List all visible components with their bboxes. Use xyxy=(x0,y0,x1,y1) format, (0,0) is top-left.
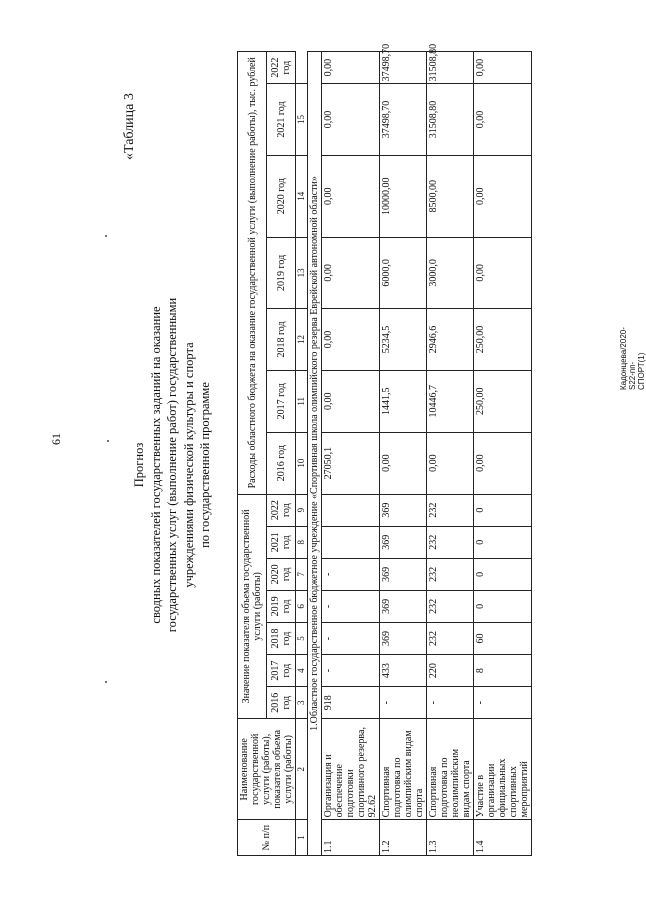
title-line: учреждениями физической культуры и спорта xyxy=(181,342,196,588)
cost-value: 8500,00 xyxy=(427,155,474,237)
volume-year-header: 2017 год xyxy=(267,655,296,687)
volume-value: 232 xyxy=(427,494,474,526)
cost-value: 0,00 xyxy=(474,52,532,84)
volume-value: 60 xyxy=(474,622,532,654)
service-name: Спортивная подготовка по олимпийским видам спорта xyxy=(380,719,427,820)
cost-value: 1441,5 xyxy=(380,370,427,432)
volume-value: 8 xyxy=(474,655,532,687)
volume-year-header: 2016 год xyxy=(267,687,296,719)
service-name: Спортивная подготовка по неолимпийским видам спорта xyxy=(427,719,474,820)
cost-value: 3000,0 xyxy=(427,237,474,308)
cost-value: 37498,70 xyxy=(380,52,427,84)
cost-value: 0,00 xyxy=(474,155,532,237)
volume-value: - xyxy=(380,687,427,719)
column-index: 15 xyxy=(296,84,308,155)
cost-year-header: 2018 год xyxy=(267,309,296,371)
volume-value: 232 xyxy=(427,526,474,558)
group-row xyxy=(308,52,322,856)
title-line: Прогноз xyxy=(132,442,146,488)
document-title xyxy=(131,70,214,860)
column-index: 3 xyxy=(296,687,308,719)
scan-speck xyxy=(105,681,107,683)
volume-value: - xyxy=(322,655,380,687)
volume-year-header: 2020 год xyxy=(267,558,296,590)
column-index: 11 xyxy=(296,370,308,432)
forecast-table xyxy=(237,43,532,856)
forecast-table-container xyxy=(237,43,532,856)
cost-value: 10446,7 xyxy=(427,370,474,432)
volume-value: - xyxy=(322,590,380,622)
cost-value: 0,00 xyxy=(322,237,380,308)
volume-value: - xyxy=(474,687,532,719)
cost-value: 2946,6 xyxy=(427,309,474,371)
volume-year-header: 2018 год xyxy=(267,622,296,654)
volume-value xyxy=(322,526,380,558)
table-row xyxy=(427,52,474,856)
table-row xyxy=(380,52,427,856)
cost-year-header: 2019 год xyxy=(267,237,296,308)
cost-value: 0,00 xyxy=(474,432,532,494)
cost-value: 0,00 xyxy=(380,432,427,494)
volume-year-header: 2019 год xyxy=(267,590,296,622)
table-row xyxy=(474,52,532,856)
header-cost-group: Расходы областного бюджета на оказание государственной услуги (выполнение работы), тыс. рублей xyxy=(238,52,267,495)
row-number: 1.2 xyxy=(380,820,427,856)
title-line: сводных показателей государственных заданий на оказание xyxy=(148,306,163,624)
column-index: 6 xyxy=(296,590,308,622)
volume-value: 369 xyxy=(380,590,427,622)
cost-value: 0,00 xyxy=(322,84,380,155)
service-name: Участие в организации официальных спортивных мероприятий xyxy=(474,719,532,820)
cost-year-header: 2022 год xyxy=(267,52,296,84)
volume-value: 369 xyxy=(380,622,427,654)
cost-value: 31508,80 xyxy=(427,52,474,84)
cost-value: 37498,70 xyxy=(380,84,427,155)
header-row xyxy=(238,52,267,856)
cost-value: 6000,0 xyxy=(380,237,427,308)
cost-value: 0,00 xyxy=(322,370,380,432)
table-body xyxy=(308,43,532,856)
index-row xyxy=(296,52,308,856)
volume-value: 0 xyxy=(474,590,532,622)
cost-value: 0,00 xyxy=(427,432,474,494)
header-num: № п/п xyxy=(238,820,296,856)
cost-value: 31508,80 xyxy=(427,84,474,155)
cost-year-header: 2020 год xyxy=(267,155,296,237)
volume-value: 0 xyxy=(474,526,532,558)
volume-year-header: 2021 год xyxy=(267,526,296,558)
volume-value: 232 xyxy=(427,590,474,622)
volume-value: 369 xyxy=(380,494,427,526)
volume-value: - xyxy=(322,622,380,654)
cost-value: 0,00 xyxy=(322,309,380,371)
cost-value: 0,00 xyxy=(474,237,532,308)
cost-year-header: 2017 год xyxy=(267,370,296,432)
cost-value: 0,00 xyxy=(474,84,532,155)
volume-value xyxy=(322,494,380,526)
table-label: «Таблица 3 xyxy=(122,93,137,160)
column-index: 1 xyxy=(296,820,308,856)
row-number: 1.3 xyxy=(427,820,474,856)
cost-value: 0,00 xyxy=(322,52,380,84)
cost-value: 250,00 xyxy=(474,370,532,432)
volume-year-header: 2022 год xyxy=(267,494,296,526)
title-line: государственных услуг (выполнение работ) государственными xyxy=(165,297,179,633)
volume-value: 0 xyxy=(474,558,532,590)
column-index: 8 xyxy=(296,526,308,558)
row-number: 1.4 xyxy=(474,820,532,856)
column-index: 2 xyxy=(296,719,308,820)
service-name: Организация и обеспечение подготовки спортивного резерва, 92.62 xyxy=(322,719,380,820)
volume-value: - xyxy=(322,558,380,590)
volume-value: 369 xyxy=(380,526,427,558)
cost-year-header: 2021 год xyxy=(267,84,296,155)
row-number: 1.1 xyxy=(322,820,380,856)
table-row xyxy=(322,52,380,856)
volume-value: 232 xyxy=(427,622,474,654)
volume-value: 918 xyxy=(322,687,380,719)
title-line: по государственной программе xyxy=(198,382,212,548)
cost-value: 5234,5 xyxy=(380,309,427,371)
group-title: 1.Областное государственное бюджетное учреждение «Спортивная школа олимпийского резерва Еврейской автономной области» xyxy=(308,52,322,856)
volume-value: 369 xyxy=(380,558,427,590)
cost-value: 0,00 xyxy=(322,155,380,237)
volume-value: 433 xyxy=(380,655,427,687)
column-index: 5 xyxy=(296,622,308,654)
footer-filename: Кадонцева/2020-S22-пп-СПОРТ(1) xyxy=(619,327,646,390)
column-index: 12 xyxy=(296,309,308,371)
cost-value: 250,00 xyxy=(474,309,532,371)
scan-speck xyxy=(107,440,109,442)
column-index: 13 xyxy=(296,237,308,308)
column-index: 14 xyxy=(296,155,308,237)
column-index: 9 xyxy=(296,494,308,526)
volume-value: 232 xyxy=(427,558,474,590)
column-index: 10 xyxy=(296,432,308,494)
scan-speck xyxy=(105,235,107,237)
header-volume-group: Значение показателя объема государственной услуги (работы) xyxy=(238,494,267,719)
volume-value: 0 xyxy=(474,494,532,526)
volume-value: 220 xyxy=(427,655,474,687)
cost-value: 27050,1 xyxy=(322,432,380,494)
cost-year-header: 2016 год xyxy=(267,432,296,494)
column-index: 7 xyxy=(296,558,308,590)
page-number: 61 xyxy=(49,433,63,445)
column-index: 4 xyxy=(296,655,308,687)
header-name: Наименование государственной услуги (работы), показателя объема услуги (работы) xyxy=(238,719,296,820)
volume-value: - xyxy=(427,687,474,719)
cost-value: 10000,00 xyxy=(380,155,427,237)
